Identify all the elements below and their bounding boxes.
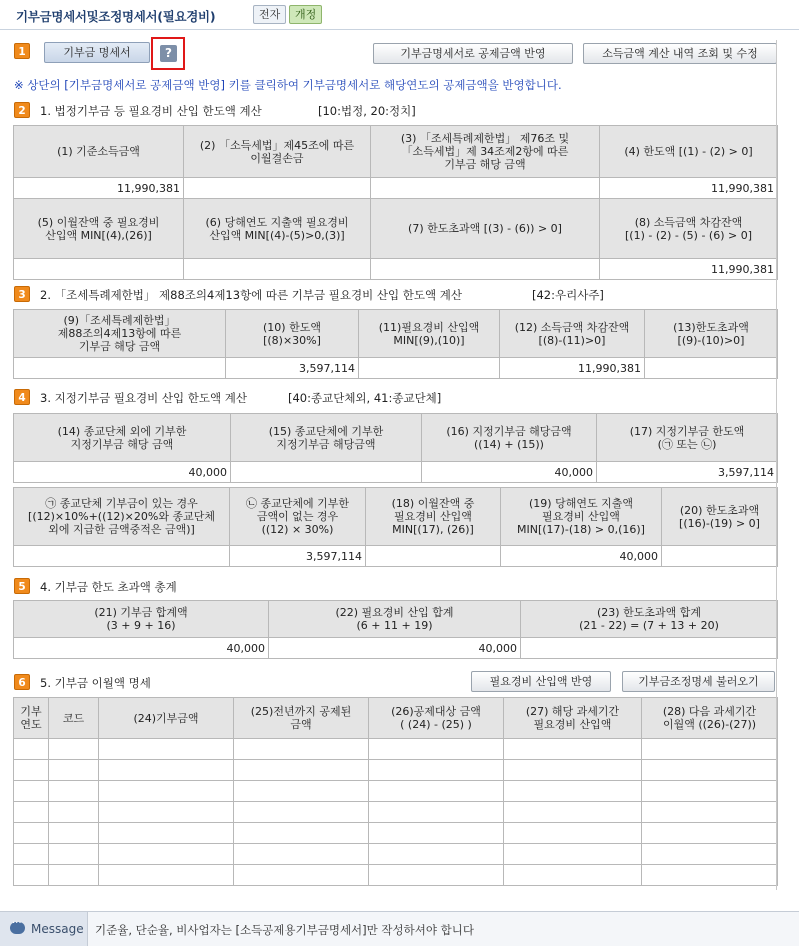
header-cell: (15) 종교단체에 기부한 지정기부금 해당금액: [231, 414, 422, 462]
stock-expense-cell[interactable]: [359, 358, 500, 379]
carryover-cell[interactable]: [99, 739, 234, 760]
section-2-title: 1. 법정기부금 등 필요경비 산입 한도액 계산: [40, 104, 262, 118]
designated-donation-table-1: [13, 413, 778, 483]
designated-excess-cell[interactable]: [662, 546, 778, 567]
carryover-cell[interactable]: [504, 802, 642, 823]
section-3-title: 2. 「조세특례제한법」 제88조의4제13항에 따른 기부금 필요경비 산입 한도액 계산: [40, 288, 462, 302]
carryover-cell[interactable]: [234, 865, 369, 886]
carryover-cell[interactable]: [369, 802, 504, 823]
header-cell: (5) 이월잔액 중 필요경비 산입액 MIN[(4),(26)]: [14, 199, 184, 259]
religious-donation-cell[interactable]: [231, 462, 422, 483]
table-row: [14, 844, 778, 865]
carryover-cell[interactable]: [49, 739, 99, 760]
carryover-cell[interactable]: [14, 739, 49, 760]
header-cell: (19) 당해연도 지출액 필요경비 산입액 MIN[(17)-(18) > 0,(16)]: [501, 488, 662, 546]
header-cell: (28) 다음 과세기간 이월액 ((26)-(27)): [642, 698, 778, 739]
header-cell: (17) 지정기부금 한도액 (㉠ 또는 ㉡): [597, 414, 778, 462]
carryover-cell[interactable]: [14, 802, 49, 823]
income-balance-cell[interactable]: 11,990,381: [600, 259, 778, 280]
table-row: [14, 823, 778, 844]
header-cell: (13)한도초과액 [(9)-(10)>0]: [645, 310, 778, 358]
carryover-cell[interactable]: [49, 823, 99, 844]
carryover-cell[interactable]: [642, 781, 778, 802]
donation-statement-tab[interactable]: 기부금 명세서: [44, 42, 150, 63]
header-cell: (27) 해당 과세기간 필요경비 산입액: [504, 698, 642, 739]
table-row: [14, 865, 778, 886]
carryover-cell[interactable]: [369, 865, 504, 886]
header-cell: (4) 한도액 [(1) - (2) > 0]: [600, 126, 778, 178]
carryover-cell[interactable]: [99, 781, 234, 802]
no-religious-case-cell[interactable]: 3,597,114: [230, 546, 366, 567]
current-designated-cell[interactable]: 40,000: [501, 546, 662, 567]
section-4-number: 4: [14, 389, 30, 405]
message-label-text: Message: [31, 922, 84, 936]
title-bar: [0, 0, 799, 30]
excess-amount-cell[interactable]: [371, 259, 600, 280]
carryover-cell[interactable]: [234, 781, 369, 802]
header-cell: (18) 이월잔액 중 필요경비 산입액 MIN[(17), (26)]: [366, 488, 501, 546]
designated-donation-table-2: [13, 487, 778, 567]
carryover-cell[interactable]: [234, 802, 369, 823]
section-2-number: 2: [14, 102, 30, 118]
carryover-cell[interactable]: [369, 760, 504, 781]
carryover-cell[interactable]: [234, 844, 369, 865]
carryover-cell[interactable]: [504, 760, 642, 781]
carryover-cell[interactable]: [14, 844, 49, 865]
carryover-expense-cell[interactable]: [14, 259, 184, 280]
header-cell: (1) 기준소득금액: [14, 126, 184, 178]
header-cell: (9)「조세특례제한법」 제88조의4제13항에 따른 기부금 해당 금액: [14, 310, 226, 358]
carryover-cell[interactable]: [369, 823, 504, 844]
carryover-cell[interactable]: [49, 760, 99, 781]
carryover-cell[interactable]: [642, 802, 778, 823]
stock-limit-cell[interactable]: 3,597,114: [226, 358, 359, 379]
carryover-cell[interactable]: [99, 823, 234, 844]
header-cell: (14) 종교단체 외에 기부한 지정기부금 해당 금액: [14, 414, 231, 462]
carryover-cell[interactable]: [99, 760, 234, 781]
current-expense-cell[interactable]: [184, 259, 371, 280]
table-row: [14, 781, 778, 802]
header-cell: (22) 필요경비 산입 합계 (6 + 11 + 19): [269, 601, 521, 638]
carryover-cell[interactable]: [49, 802, 99, 823]
header-cell: (16) 지정기부금 해당금액 ((14) + (15)): [422, 414, 597, 462]
header-cell: (21) 기부금 합계액 (3 + 9 + 16): [14, 601, 269, 638]
expense-total-cell[interactable]: 40,000: [269, 638, 521, 659]
stock-donation-cell[interactable]: [14, 358, 226, 379]
header-cell: (8) 소득금액 차감잔액 [(1) - (2) - (5) - (6) > 0]: [600, 199, 778, 259]
income-calc-view-button[interactable]: 소득금액 계산 내역 조회 및 수정: [583, 43, 777, 64]
designated-limit-cell[interactable]: 3,597,114: [597, 462, 778, 483]
carryover-cell[interactable]: [369, 781, 504, 802]
designated-total-cell[interactable]: 40,000: [422, 462, 597, 483]
excess-total-cell[interactable]: [521, 638, 778, 659]
scroll-edge: [776, 40, 777, 890]
religious-case-cell[interactable]: [14, 546, 230, 567]
section-5-number: 5: [14, 578, 30, 594]
carryover-cell[interactable]: [49, 781, 99, 802]
help-button[interactable]: [151, 37, 185, 70]
section-3-number: 3: [14, 286, 30, 302]
revised-button[interactable]: 개정: [289, 5, 322, 24]
header-cell: (23) 한도초과액 합계 (21 - 22) = (7 + 13 + 20): [521, 601, 778, 638]
carryover-cell[interactable]: [99, 865, 234, 886]
carryover-designated-cell[interactable]: [366, 546, 501, 567]
section-4-code: [40:종교단체외, 41:종교단체]: [288, 391, 442, 405]
header-cell: (2) 「소득세법」제45조에 따른 이월결손금: [184, 126, 371, 178]
section-2-code: [10:법정, 20:정치]: [318, 104, 416, 118]
question-icon: ?: [160, 45, 177, 62]
carryover-cell[interactable]: [642, 739, 778, 760]
stock-excess-cell[interactable]: [645, 358, 778, 379]
header-cell: (7) 한도초과액 [(3) - (6)) > 0]: [371, 199, 600, 259]
electronic-button[interactable]: 전자: [253, 5, 286, 24]
section-6-title: 5. 기부금 이월액 명세: [40, 676, 151, 690]
table-row: [14, 802, 778, 823]
header-cell: 기부 연도: [14, 698, 49, 739]
table-row: [14, 739, 778, 760]
carryover-cell[interactable]: [504, 844, 642, 865]
carryover-cell[interactable]: [99, 802, 234, 823]
stock-balance-cell[interactable]: 11,990,381: [500, 358, 645, 379]
header-cell: (26)공제대상 금액 ( (24) - (25) ): [369, 698, 504, 739]
carryover-cell[interactable]: [504, 781, 642, 802]
section-4-title: 3. 지정기부금 필요경비 산입 한도액 계산: [40, 391, 247, 405]
carryover-cell[interactable]: [234, 823, 369, 844]
header-cell: (20) 한도초과액 [(16)-(19) > 0]: [662, 488, 778, 546]
header-cell: ㉠ 종교단체 기부금이 있는 경우 [(12)×10%+((12)×20%와 종교단체 외에 지급한 금액중적은 금액)]: [14, 488, 230, 546]
header-cell: 코드: [49, 698, 99, 739]
donation-amount-cell[interactable]: [371, 178, 600, 199]
non-religious-donation-cell[interactable]: 40,000: [14, 462, 231, 483]
header-cell: (3) 「조세특례제한법」 제76조 및 「소득세법」제 34조제2항에 따른 기부금 해당 금액: [371, 126, 600, 178]
limit-amount-cell[interactable]: 11,990,381: [600, 178, 778, 199]
section-3-code: [42:우리사주]: [532, 288, 604, 302]
employee-stock-table: [13, 309, 778, 379]
section-6-number: 6: [14, 674, 30, 690]
message-label: [0, 912, 88, 946]
carryover-loss-cell[interactable]: [184, 178, 371, 199]
carryover-cell[interactable]: [14, 865, 49, 886]
table-row: [14, 760, 778, 781]
carryover-cell[interactable]: [642, 865, 778, 886]
carryover-cell[interactable]: [504, 823, 642, 844]
section-5-title: 4. 기부금 한도 초과액 총계: [40, 580, 177, 594]
section-1-number: 1: [14, 43, 30, 59]
window-title: 기부금명세서및조정명세서(필요경비): [16, 9, 216, 24]
message-text: 기준율, 단순율, 비사업자는 [소득공제용기부금명세서]만 작성하셔야 합니다: [95, 923, 474, 937]
carryover-cell[interactable]: [642, 760, 778, 781]
header-cell: (12) 소득금액 차감잔액 [(8)-(11)>0]: [500, 310, 645, 358]
header-cell: ㉡ 종교단체에 기부한 금액이 없는 경우 ((12) × 30%): [230, 488, 366, 546]
carryover-cell[interactable]: [14, 781, 49, 802]
apply-deduction-button[interactable]: 기부금명세서로 공제금액 반영: [373, 43, 573, 64]
carryover-cell[interactable]: [642, 823, 778, 844]
header-cell: (24)기부금액: [99, 698, 234, 739]
notice-text: ※ 상단의 [기부금명세서로 공제금액 반영] 키를 클릭하여 기부금명세서로 해당연도의 공제금액을 반영합니다.: [14, 78, 562, 92]
reflect-expense-button[interactable]: 필요경비 산입액 반영: [471, 671, 611, 692]
header-cell: (10) 한도액 [(8)×30%]: [226, 310, 359, 358]
header-cell: (11)필요경비 산입액 MIN[(9),(10)]: [359, 310, 500, 358]
excess-total-table: [13, 600, 778, 659]
header-cell: (6) 당해연도 지출액 필요경비 산입액 MIN[(4)-(5)>0,(3)]: [184, 199, 371, 259]
header-cell: (25)전년까지 공제된 금액: [234, 698, 369, 739]
carryover-cell[interactable]: [369, 739, 504, 760]
carryover-cell[interactable]: [49, 865, 99, 886]
carryover-cell[interactable]: [14, 823, 49, 844]
load-adjustment-button[interactable]: 기부금조정명세 불러오기: [622, 671, 775, 692]
carryover-cell[interactable]: [14, 760, 49, 781]
carryover-cell[interactable]: [234, 760, 369, 781]
chat-bubble-icon: [10, 922, 25, 934]
carryover-cell[interactable]: [642, 844, 778, 865]
legal-donation-table: [13, 125, 778, 280]
base-income-cell[interactable]: 11,990,381: [14, 178, 184, 199]
carryover-detail-table: [13, 697, 778, 886]
carryover-cell[interactable]: [504, 739, 642, 760]
carryover-cell[interactable]: [49, 844, 99, 865]
carryover-cell[interactable]: [234, 739, 369, 760]
carryover-cell[interactable]: [99, 844, 234, 865]
message-bar: [0, 911, 799, 946]
carryover-cell[interactable]: [369, 844, 504, 865]
donation-total-cell[interactable]: 40,000: [14, 638, 269, 659]
carryover-cell[interactable]: [504, 865, 642, 886]
